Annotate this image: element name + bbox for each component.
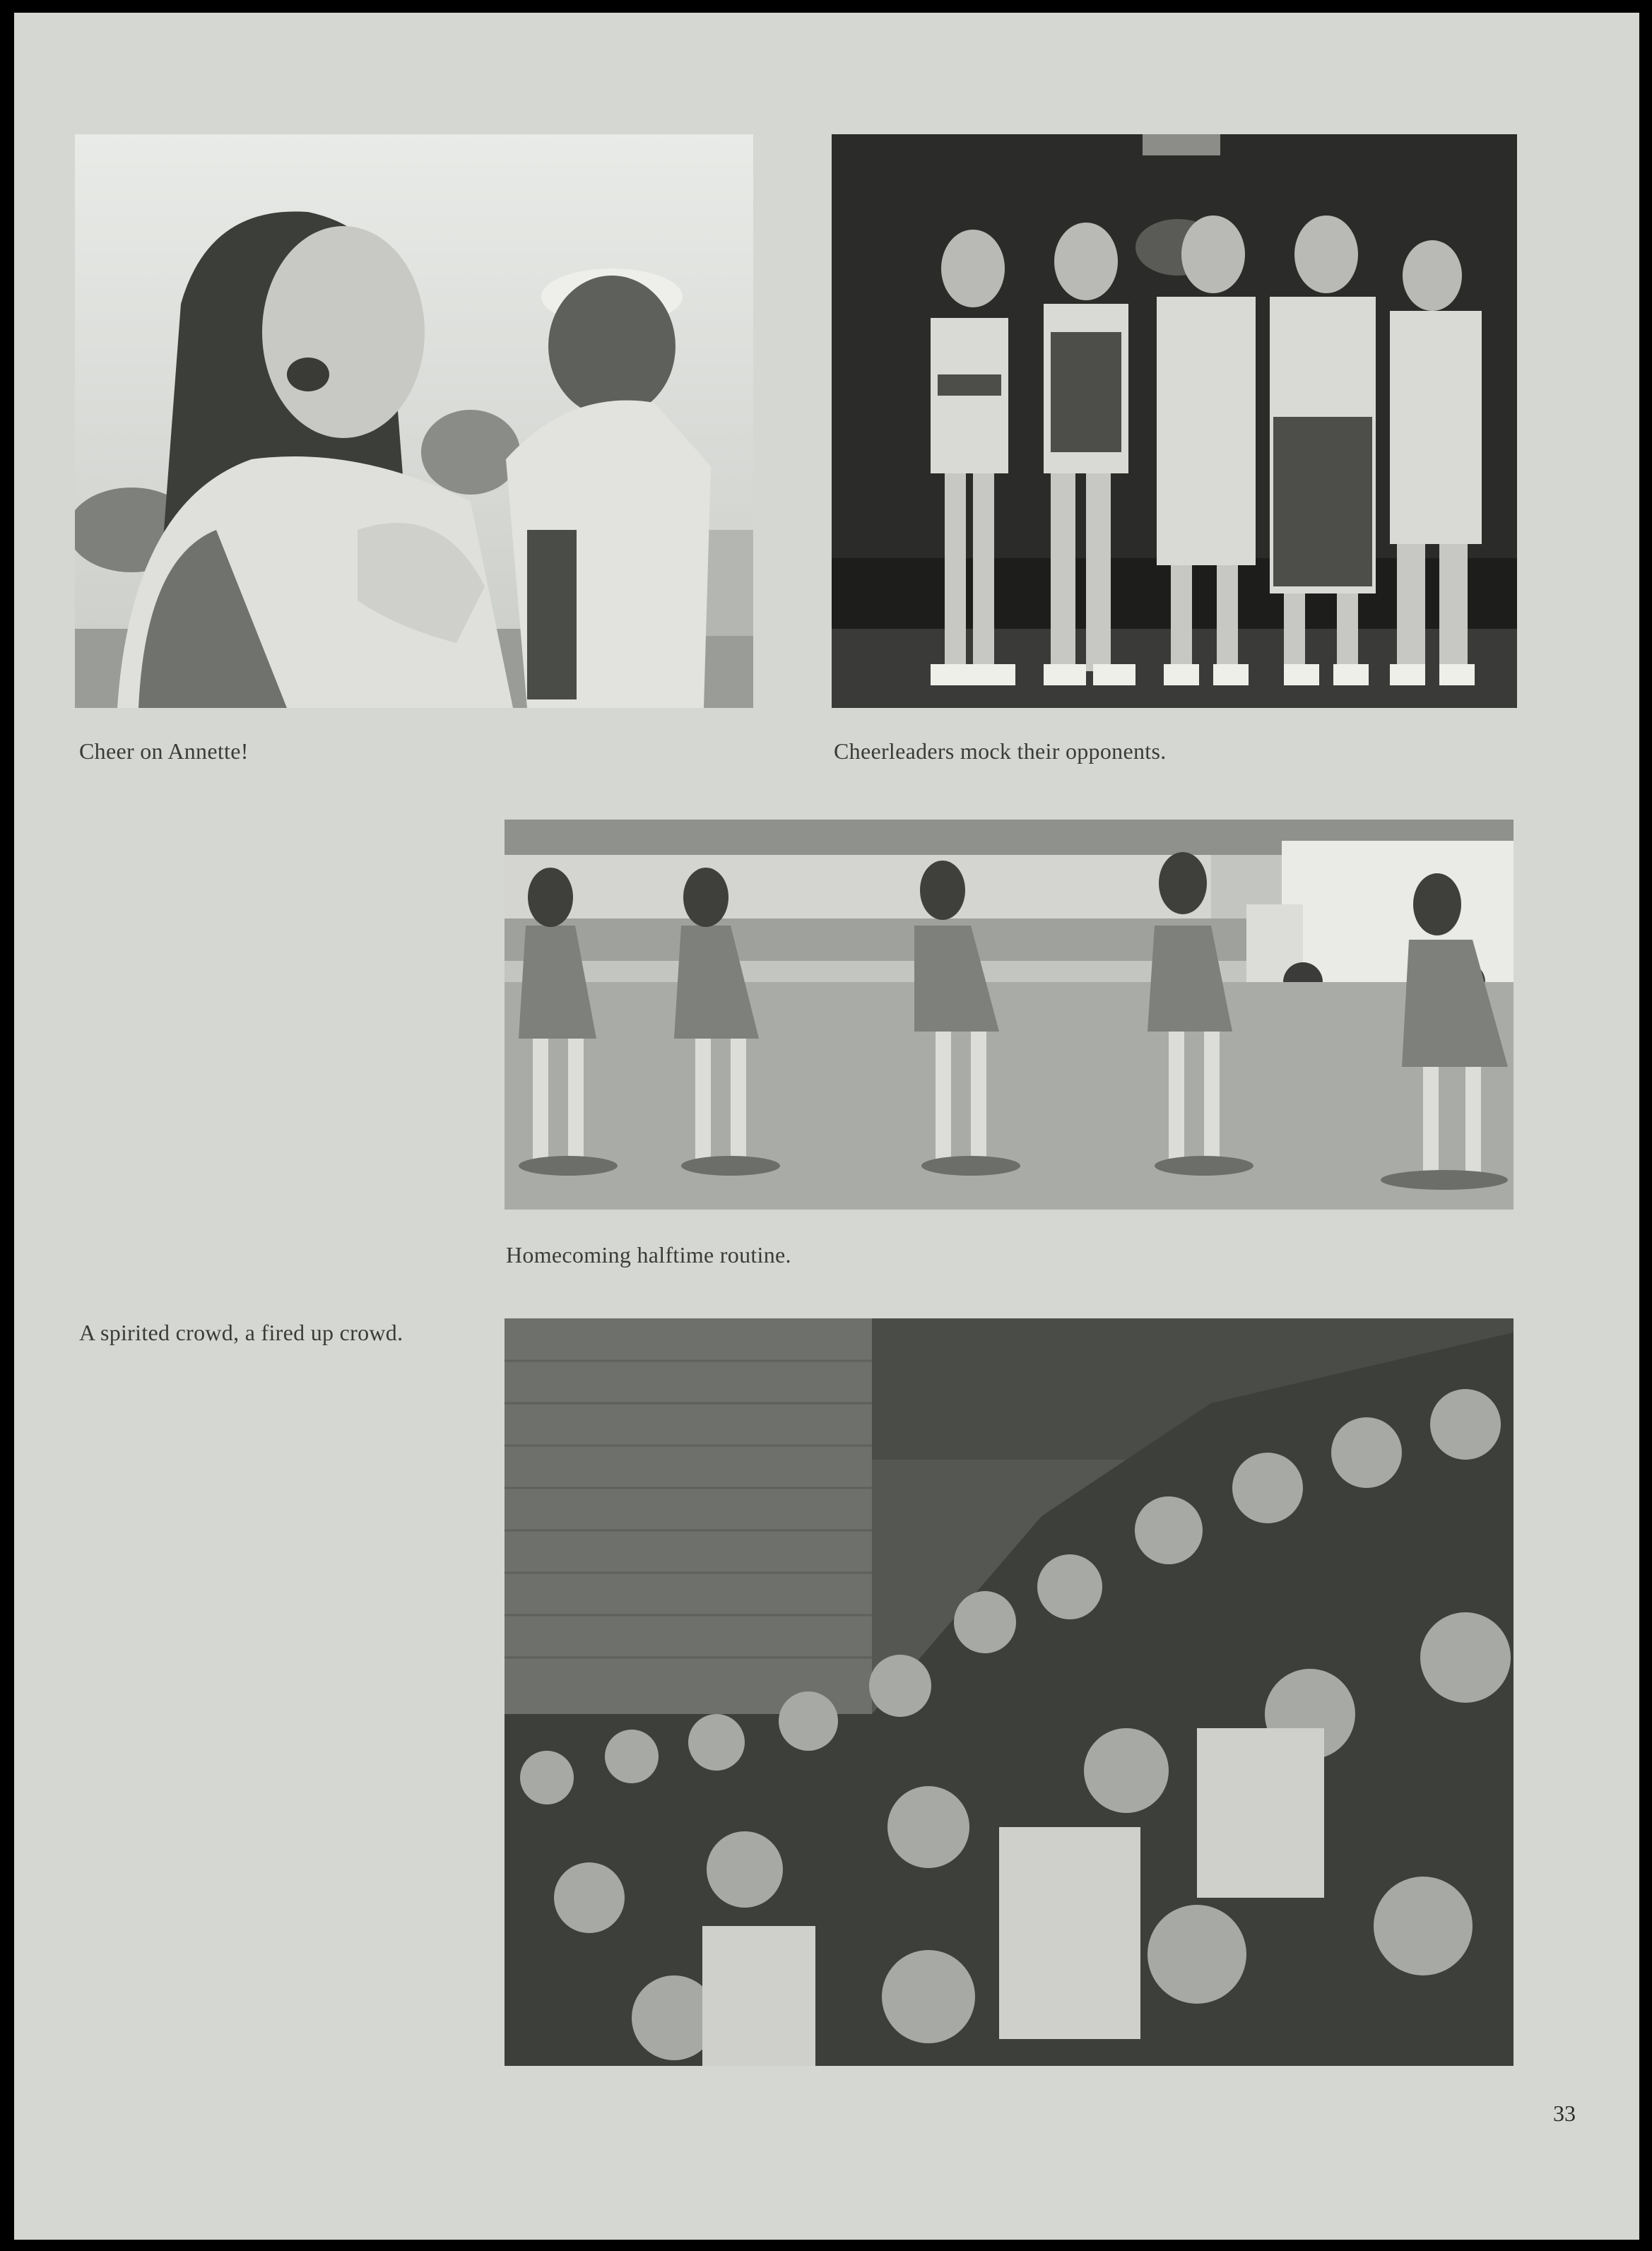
yearbook-page (14, 13, 1639, 2240)
photo-cheer-on-annette (75, 134, 753, 708)
caption-cheer-on-annette: Cheer on Annette! (79, 738, 249, 764)
photo-cheerleaders (832, 134, 1517, 708)
photo-spirited-crowd (505, 1318, 1514, 2066)
photo-homecoming-routine (505, 820, 1514, 1210)
caption-homecoming-routine: Homecoming halftime routine. (506, 1242, 791, 1268)
caption-cheerleaders: Cheerleaders mock their opponents. (834, 738, 1167, 764)
page-number: 33 (1553, 2101, 1576, 2126)
caption-spirited-crowd: A spirited crowd, a fired up crowd. (79, 1320, 403, 1345)
